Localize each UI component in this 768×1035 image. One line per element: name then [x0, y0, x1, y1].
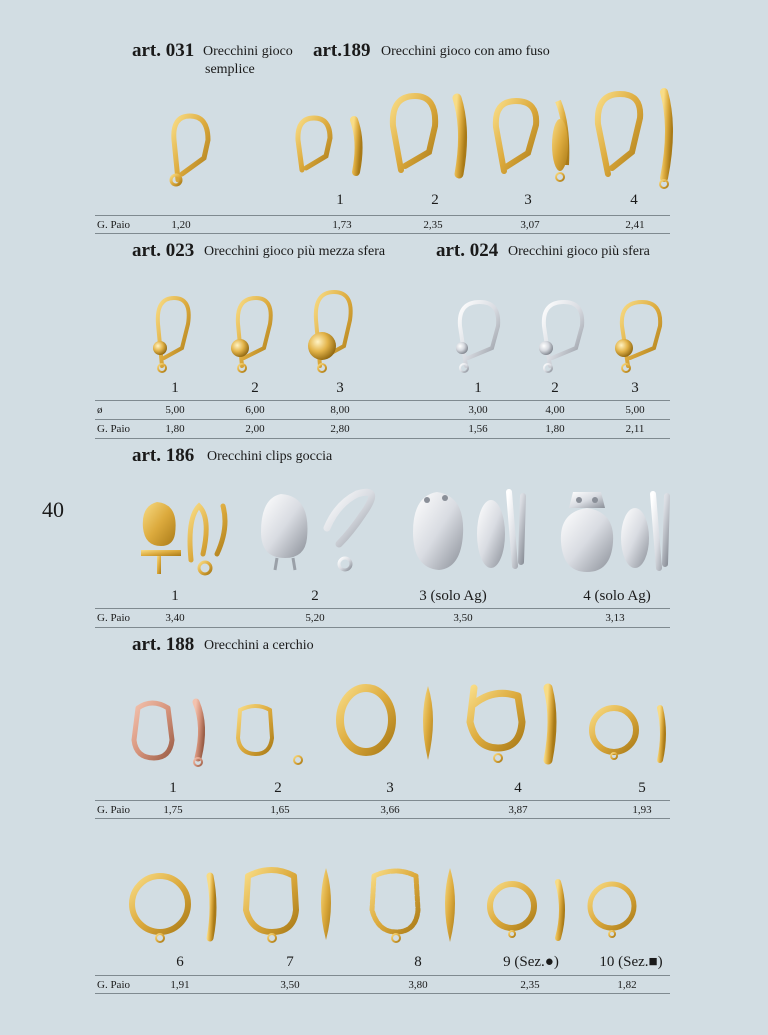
- item-number: 3: [631, 380, 639, 396]
- weight-value: 3,50: [280, 979, 300, 991]
- hoop-earring-icon: [584, 876, 674, 946]
- item-number: 3: [336, 380, 344, 396]
- art186-desc: Orecchini clips goccia: [207, 449, 333, 464]
- weight-value: 1,80: [165, 423, 185, 435]
- item-number: 4: [630, 192, 638, 208]
- item-number: 2: [551, 380, 559, 396]
- item-number: 6: [176, 954, 184, 970]
- hoop-earring-icon: [464, 680, 574, 770]
- diameter-value: 5,00: [625, 404, 645, 416]
- weight-value: 1,20: [171, 219, 191, 231]
- clip-earring-icon: [133, 498, 233, 580]
- weight-value: 2,41: [625, 219, 645, 231]
- weight-value: 1,93: [632, 804, 652, 816]
- item-number: 1: [474, 380, 482, 396]
- item-number: 3: [386, 780, 394, 796]
- art024-code: art. 024: [436, 240, 499, 261]
- diameter-value: 6,00: [245, 404, 265, 416]
- lever-earring-halfsphere-icon: [226, 292, 281, 374]
- weight-value: 3,87: [508, 804, 528, 816]
- weight-value: 2,80: [330, 423, 350, 435]
- weight-value: 1,80: [545, 423, 565, 435]
- lever-earring-icon: [160, 110, 220, 190]
- page-number: 40: [42, 497, 64, 522]
- weight-value: 2,11: [625, 423, 645, 435]
- hoop-earring-icon: [334, 678, 444, 768]
- art024-desc: Orecchini gioco più sfera: [508, 244, 650, 259]
- item-number: 4: [514, 780, 522, 796]
- item-number: 2: [251, 380, 259, 396]
- hoop-earring-icon: [126, 868, 226, 948]
- lever-earring-front-icon: [488, 95, 578, 185]
- lever-earring-front-icon: [592, 88, 682, 188]
- lever-earring-sphere-icon: [448, 296, 508, 376]
- item-number: 3 (solo Ag): [419, 588, 487, 604]
- g-paio-label: G. Paio: [97, 219, 130, 231]
- weight-value: 1,73: [332, 219, 352, 231]
- item-number: 2: [431, 192, 439, 208]
- art188-code: art. 188: [132, 634, 195, 655]
- g-paio-label: G. Paio: [97, 612, 130, 624]
- diameter-value: 3,00: [468, 404, 488, 416]
- lever-earring-halfsphere-icon: [148, 292, 198, 374]
- g-paio-label: G. Paio: [97, 423, 130, 435]
- art031-desc-2: semplice: [205, 62, 255, 77]
- item-number: 2: [311, 588, 319, 604]
- item-number: 2: [274, 780, 282, 796]
- item-number: 7: [286, 954, 294, 970]
- art031-desc: Orecchini gioco: [203, 44, 293, 59]
- art189-code: art.189: [313, 40, 371, 61]
- art023-code: art. 023: [132, 240, 195, 261]
- g-paio-label: G. Paio: [97, 804, 130, 816]
- diameter-label: ø: [97, 404, 103, 416]
- weight-value: 2,35: [423, 219, 443, 231]
- weight-value: 1,75: [163, 804, 183, 816]
- lever-earring-front-icon: [385, 90, 475, 185]
- hoop-earring-icon: [128, 696, 220, 768]
- item-number: 1: [171, 380, 179, 396]
- hoop-earring-icon: [364, 862, 474, 947]
- item-number: 5: [638, 780, 646, 796]
- item-number: 9 (Sez.●): [503, 954, 559, 970]
- lever-earring-sphere-icon: [612, 296, 672, 376]
- weight-value: 3,80: [408, 979, 428, 991]
- weight-value: 1,91: [170, 979, 190, 991]
- clip-earring-icon: [255, 488, 385, 578]
- diameter-value: 8,00: [330, 404, 350, 416]
- item-number: 1: [169, 780, 177, 796]
- g-paio-label: G. Paio: [97, 979, 130, 991]
- diameter-value: 4,00: [545, 404, 565, 416]
- weight-value: 1,65: [270, 804, 290, 816]
- clip-earring-icon: [553, 486, 683, 581]
- item-number: 8: [414, 954, 422, 970]
- weight-value: 1,82: [617, 979, 637, 991]
- art188-desc: Orecchini a cerchio: [204, 638, 314, 653]
- clip-earring-icon: [405, 486, 535, 581]
- diameter-value: 5,00: [165, 404, 185, 416]
- art031-code: art. 031: [132, 40, 195, 61]
- hoop-earring-icon: [484, 876, 574, 946]
- art186-code: art. 186: [132, 445, 195, 466]
- weight-value: 3,66: [380, 804, 400, 816]
- item-number: 4 (solo Ag): [583, 588, 651, 604]
- lever-earring-sphere-icon: [534, 296, 594, 376]
- weight-value: 1,56: [468, 423, 488, 435]
- item-number: 3: [524, 192, 532, 208]
- item-number: 1: [336, 192, 344, 208]
- item-number: 1: [171, 588, 179, 604]
- weight-value: 3,13: [605, 612, 625, 624]
- weight-value: 3,07: [520, 219, 540, 231]
- weight-value: 3,50: [453, 612, 473, 624]
- weight-value: 3,40: [165, 612, 185, 624]
- art189-desc: Orecchini gioco con amo fuso: [381, 44, 550, 59]
- hoop-earring-icon: [232, 698, 317, 768]
- lever-earring-front-icon: [292, 112, 372, 182]
- hoop-earring-icon: [240, 862, 350, 947]
- art023-desc: Orecchini gioco più mezza sfera: [204, 244, 386, 259]
- weight-value: 5,20: [305, 612, 325, 624]
- lever-earring-halfsphere-icon: [300, 286, 362, 376]
- weight-value: 2,00: [245, 423, 265, 435]
- item-number: 10 (Sez.■): [599, 954, 663, 970]
- hoop-earring-icon: [586, 700, 676, 768]
- weight-value: 2,35: [520, 979, 540, 991]
